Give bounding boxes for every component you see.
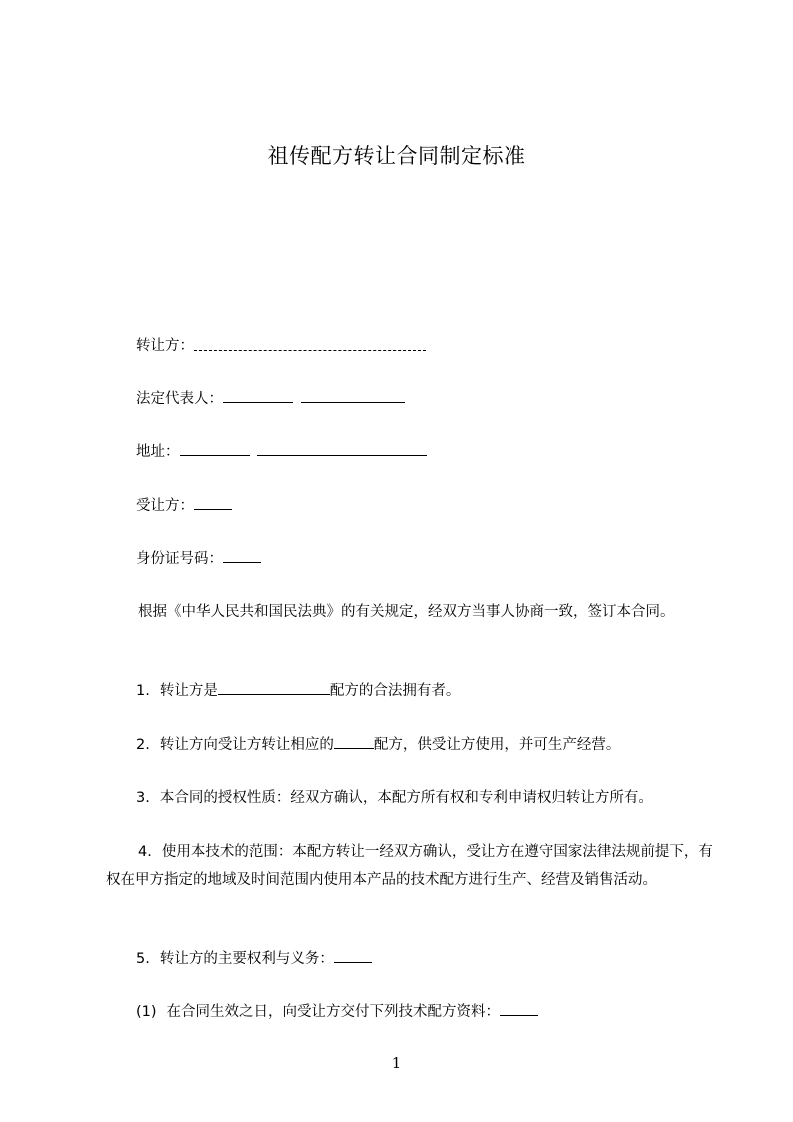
- address-blank-2[interactable]: [257, 441, 427, 456]
- transferee-blank[interactable]: [194, 495, 232, 510]
- clause-2-blank[interactable]: [334, 734, 374, 749]
- address-blank-1[interactable]: [180, 441, 250, 456]
- clause-5-1-blank[interactable]: [500, 1001, 538, 1016]
- clause-5-1-number: (1): [136, 1004, 157, 1020]
- clause-3-number: 3.: [136, 790, 150, 806]
- id-number-blank[interactable]: [223, 548, 261, 563]
- clause-2: [136, 731, 620, 759]
- transferee-label: 受让方：: [136, 498, 194, 514]
- clause-1: [136, 677, 460, 705]
- transferor-line: [136, 332, 426, 360]
- preamble: 根据《中华人民共和国民法典》的有关规定，经双方当事人协商一致，签订本合同。: [138, 604, 675, 620]
- clause-5-blank[interactable]: [334, 948, 372, 963]
- clause-3-text: 本合同的授权性质：经双方确认，本配方所有权和专利申请权归转让方所有。: [159, 790, 653, 806]
- legal-rep-blank-2[interactable]: [301, 388, 405, 403]
- clause-1-after: 配方的合法拥有者。: [329, 683, 461, 699]
- transferor-label: 转让方：: [136, 338, 194, 354]
- clause-2-number: 2.: [136, 737, 150, 753]
- address-label: 地址：: [136, 444, 180, 460]
- clause-4-number: 4.: [138, 844, 152, 860]
- legal-rep-line: [136, 385, 405, 413]
- clause-1-number: 1.: [136, 683, 150, 699]
- clause-3: [136, 784, 653, 812]
- clause-1-before: 转让方是: [159, 683, 218, 699]
- clause-5-1: [136, 998, 538, 1026]
- page-number: 1: [391, 1054, 402, 1072]
- document-title: 祖传配方转让合同制定标准: [267, 144, 526, 168]
- transferee-line: [136, 492, 232, 520]
- clause-2-after: 配方，供受让方使用，并可生产经营。: [373, 737, 621, 753]
- address-line: [136, 438, 427, 466]
- clause-4: [106, 838, 716, 894]
- clause-5-text: 转让方的主要权利与义务：: [159, 951, 334, 967]
- transferor-blank[interactable]: [194, 342, 426, 351]
- id-number-line: [136, 545, 261, 573]
- clause-5: [136, 945, 372, 973]
- clause-2-before: 转让方向受让方转让相应的: [159, 737, 334, 753]
- clause-5-number: 5.: [136, 951, 150, 967]
- clause-4-text: 使用本技术的范围：本配方转让一经双方确认，受让方在遵守国家法律法规前提下，有权在甲方指定的地域及时间范围内使用本产品的技术配方进行生产、经营及销售活动。: [106, 844, 713, 888]
- id-number-label: 身份证号码：: [136, 551, 223, 567]
- clause-5-1-text: 在合同生效之日，向受让方交付下列技术配方资料：: [166, 1004, 501, 1020]
- clause-1-blank[interactable]: [218, 680, 330, 695]
- legal-rep-label: 法定代表人：: [136, 391, 223, 407]
- legal-rep-blank-1[interactable]: [223, 388, 293, 403]
